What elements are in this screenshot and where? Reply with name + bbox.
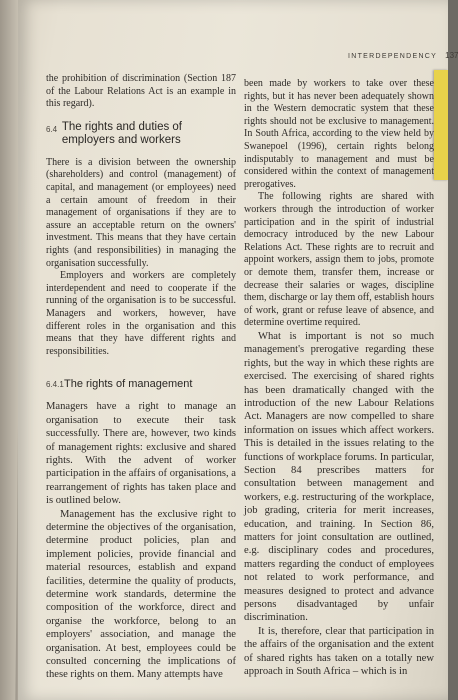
subsection-title: The rights of management <box>64 378 193 391</box>
paragraph: been made by workers to take over these rights, but it has never been adequately shown in the Western democratic system that these rights should not be exclusive to management. In South Africa, according to the view held by Swanepoel (1996), certain rights belong indisputably to management and must be considered within the context of management prerogatives. <box>244 78 434 190</box>
section-title: The rights and duties of employers and workers <box>61 120 182 146</box>
paragraph: Management has the exclusive right to determine the objectives of the organisation, determine product policies, plan and implement policies, provide financial and material resources, establish and expand facilities, determine the quality of products, determine work standards, determine the composition of the workforce, direct and organise the workforce, belong to an employers' association, and manage the organisation. At best, employees could be consulted concerning the implications of these rights on them. Many attempts have <box>46 508 236 681</box>
intro-paragraph: the prohibition of discrimination (Section 187 of the Labour Relations Act is an example in this regard). <box>46 73 236 110</box>
paragraph: The following rights are shared with workers through the introduction of worker participation and in the spirit of industrial democracy introduced by the new Labour Relations Act. These rights are to recruit and appoint workers, assign them to jobs, promote or demote them, transfer them, increase or decrease their salaries or wages, discipline them, discharge or lay them off, establish hours of work, grant or refuse leave of absence, and determine overtime required. <box>244 191 434 329</box>
section-number: 6.4 <box>46 124 58 134</box>
paragraph: Employers and workers are completely interdependent and need to cooperate if the running of the organisation is to be successful. Managers and workers, however, have different roles in the organisation and this means that they have different rights and responsibilities. <box>46 270 236 357</box>
sticky-note-tab <box>434 70 448 180</box>
paragraph: It is, therefore, clear that participation in the affairs of the organisation and the extent of shared rights has taken on a totally new approach in South Africa – which is in <box>244 625 434 678</box>
running-title: INTERDEPENDENCY <box>348 53 438 60</box>
subsection-heading <box>46 378 236 390</box>
running-header <box>348 51 458 60</box>
left-column <box>46 73 236 682</box>
section-heading <box>46 121 236 147</box>
paragraph: What is important is not so much management's prerogative regarding these rights, but the way in which these rights are exercised. The exercising of shared rights has been dramatically changed with the introduction of the new Labour Relations Act. Managers are now compelled to share information on issues which affect workers. This is detailed in the issues relating to the functions of workplace forums. In particular, Section 84 prescribes matters for consultation between management and workers, e.g. restructuring of the workplace, job grading, criteria for merit increases, education, and training. In Section 86, matters for joint consultation are outlined, e.g. disciplinary codes and procedures, matters regarding the conduct of employees not related to work performance, and measures designed to protect and advance persons disadvantaged by unfair discrimination. <box>244 330 434 624</box>
paragraph: Managers have a right to manage an organisation to execute their task successfully. There are, however, two kinds of management rights: exclusive and shared rights. With the advent of worker participation in the affairs of organisations, a rearrangement of rights has taken place and is outlined below. <box>46 401 236 507</box>
paragraph: There is a division between the ownership (shareholders) and control (management) of capital, and management (or employees) need a certain amount of freedom in their management of organisations if they are to assure an acceptable return on the owners' investment. This means that they have certain rights (and responsibilities) in managing the organisation successfully. <box>46 156 236 269</box>
right-column <box>244 78 434 678</box>
book-page <box>18 0 458 700</box>
page-number: 137 <box>445 51 458 60</box>
subsection-number: 6.4.1 <box>46 380 64 390</box>
